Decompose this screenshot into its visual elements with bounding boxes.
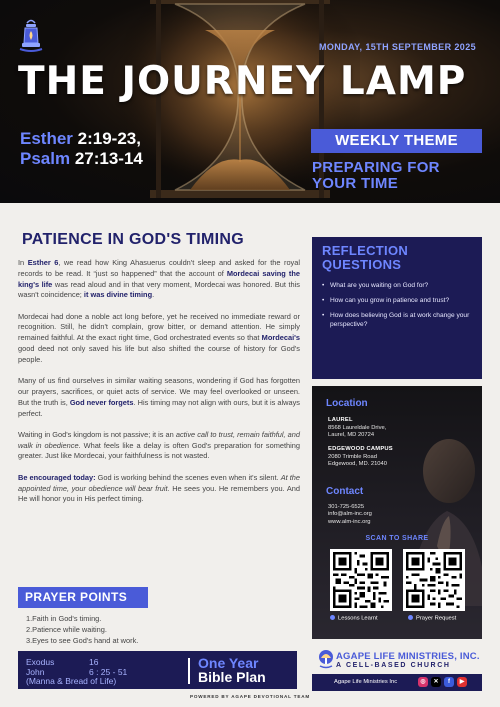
youtube-icon[interactable]: ▶ [457,677,467,687]
theme-line: YOUR TIME [312,175,399,192]
social-icons [418,677,467,687]
x-icon[interactable]: ✕ [431,677,441,687]
header-banner [0,0,500,203]
campus-address: 2080 Trimble Road Edgewood, MD. 21040 [328,454,387,468]
article-body [18,258,300,516]
reflection-questions-box [312,237,482,379]
campus-address: 8568 Laureldale Drive, Laurel, MD 20724 [328,425,387,439]
reading-ref: 6 : 25 - 51 [89,666,128,677]
organization-name: AGAPE LIFE MINISTRIES, INC. [336,651,480,662]
scripture-line [20,129,143,149]
emphasis: Be encouraged today: [18,472,96,482]
reading-book: John [26,666,45,677]
qr-label: Lessons Learnt [330,615,378,622]
scan-to-share-label: SCAN TO SHARE [365,535,429,542]
scripture-book: Psalm [20,149,71,168]
powered-by-credit: POWERED BY AGAPE DEVOTIONAL TEAM [190,694,310,699]
scripture-reference [20,129,143,169]
italic-emphasis: At the appointed time, your obedience will bear fruit. [18,472,300,493]
bullet-icon [330,615,335,620]
phone-number: 301-725-6525 [328,504,365,510]
article-paragraph: Many of us find ourselves in similar waiting seasons, wondering if God has forgotten our prayers, sacrifices, or quiet acts of service. We may feel overlooked or unseen. But the truth is, God never forgets. His timing may not align with ours, but it is always perfect. [18,376,300,418]
instagram-icon[interactable]: ◎ [418,677,428,687]
reading-book: Exodus [26,657,55,667]
qr-code-lessons[interactable] [330,549,392,611]
location-heading: Location [326,398,368,409]
divider [188,658,190,684]
emphasis: Mordecai saving the king's life [18,268,300,289]
reflection-question: • How does believing God is at work change your perspective? [322,311,472,329]
qr-label: Prayer Request [408,615,456,622]
article-paragraph: Waiting in God's kingdom is not passive; it is an active call to trust, remain faithful, and walk in obedience. What feels like a delay is often God's preparation for something greater. Just like Mordecai, your faithfulness is not wasted. [18,429,300,461]
reflection-list [322,281,472,329]
campus-name: EDGEWOOD CAMPUS [328,446,393,452]
church-logo-icon [318,649,334,669]
organization-tagline: A CELL-BASED CHURCH [336,662,451,669]
publication-date: MONDAY, 15TH SEPTEMBER 2025 [318,42,476,52]
article-paragraph: In Esther 6, we read how King Ahasuerus couldn't sleep and asked for the royal records to be read. It “just so happened” that the account of Mordecai saving the king's life was read aloud and in that very moment, Mordecai was honored. But this wasn't coincidence; it was divine timing. [18,258,301,300]
reading-note: (Manna & Bread of Life) [26,676,117,686]
emphasis: it was divine timing [83,290,153,300]
facebook-icon[interactable]: f [444,677,454,687]
bible-plan-box [18,651,297,689]
article-paragraph: Be encouraged today: God is working behind the scenes even when it's silent. At the appointed time, your obedience will bear fruit. He sees you. He remembers you. And He will honor you in His perfect timing. [18,472,301,504]
reflection-question: • What are you waiting on God for? [322,281,472,290]
article-paragraph: Mordecai had done a noble act long before, yet he received no immediate reward or recognition. Still, he didn't complain, grow bitter, or demand attention. He simply remained faithful. At the exact right time, God orchestrated events so that Mordecai's good deed not only saved his life but also shifted the course of history for God's people. [18,311,300,364]
bible-plan-readings [26,657,128,687]
prayer-point: 1.Faith in God's timing. [26,614,102,623]
social-handle: Agape Life Ministries Inc [334,679,398,685]
reflection-title: REFLECTION QUESTIONS [322,243,409,272]
social-bar [312,674,482,691]
scripture-book: Esther [20,129,73,148]
contact-panel [312,386,482,639]
prayer-points-heading: PRAYER POINTS [18,587,148,608]
contact-details [328,504,372,526]
article-title: PATIENCE IN GOD'S TIMING [22,231,244,248]
prayer-points-list [26,613,138,646]
bible-plan-title: One Year Bible Plan [198,655,266,685]
prayer-point: 3.Eyes to see God's hand at work. [26,636,139,645]
qr-code-icon [406,552,462,608]
website-link[interactable]: www.alm-inc.org [328,518,371,525]
scripture-verses: 2:19-23, [77,129,141,148]
scripture-verses: 27:13-14 [74,149,143,168]
reading-ref: 16 [89,657,99,667]
lamp-logo-icon [18,18,44,54]
contact-heading: Contact [326,486,364,497]
weekly-theme-text [312,160,440,192]
page-title: THE JOURNEY LAMP [18,59,467,104]
emphasis: Mordecai's [261,333,300,343]
reflection-question: • How can you grow in patience and trust? [322,296,472,305]
emphasis: God never forgets [69,397,134,407]
email-link[interactable]: info@alm-inc.org [328,511,372,518]
weekly-theme-label: WEEKLY THEME [311,129,482,153]
qr-code-prayer[interactable] [403,549,465,611]
bullet-icon [408,615,413,620]
scripture-line [20,149,143,169]
prayer-point: 2.Patience while waiting. [26,625,107,634]
campus-name: LAUREL [328,417,353,423]
italic-emphasis: active call to trust, remain faithful, and walk in obedience [18,429,300,450]
theme-line: PREPARING FOR [312,159,440,176]
qr-code-icon [333,552,389,608]
emphasis: Esther 6 [27,258,59,267]
